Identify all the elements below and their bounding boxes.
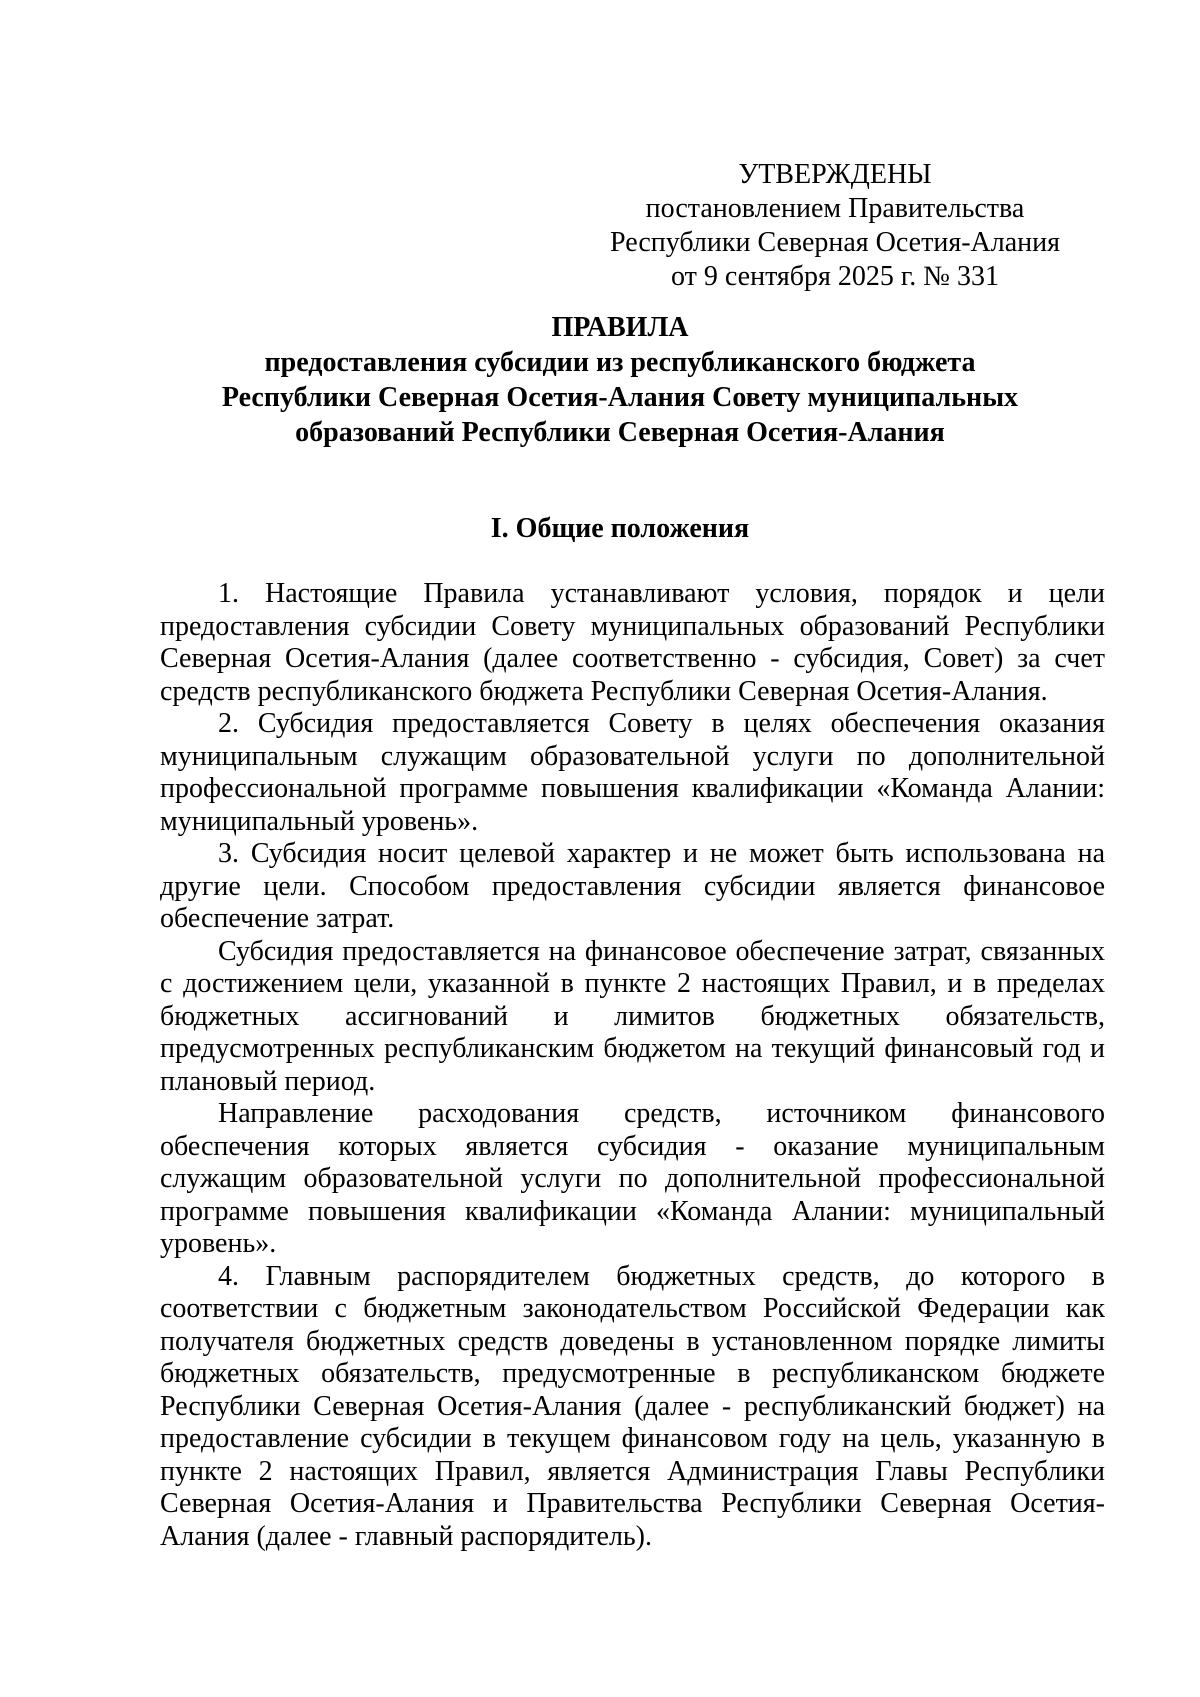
document-title bbox=[160, 310, 1080, 450]
paragraph-4: 4. Главным распорядителем бюджетных средств, до которого в соответствии с бюджетным законодательством Российской Федерации как получателя бюджетных средств доведены в установленном порядке лимиты бюджетных обязательств, предусмотренные в республиканском бюджете Республики Северная Осетия-Алания (далее - республиканский бюджет) на предоставление субсидии в текущем финансовом году на цель, указанную в пункте 2 настоящих Правил, является Администрация Главы Республики Северная Осетия-Алания и Правительства Республики Северная Осетия-Алания (далее - главный распорядитель). bbox=[160, 1260, 1105, 1552]
title-line-2: Республики Северная Осетия-Алания Совету муниципальных bbox=[221, 382, 1019, 413]
paragraph-3-direction: Направление расходования средств, источником финансового обеспечения которых является субсидия - оказание муниципальным служащим образовательной услуги по дополнительной профессиональной программе повышения квалификации «Команда Алании: муниципальный уровень». bbox=[160, 1098, 1105, 1259]
paragraph-3-financing: Субсидия предоставляется на финансовое обеспечение затрат, связанных с достижением цели, указанной в пункте 2 настоящих Правил, и в пределах бюджетных ассигнований и лимитов бюджетных обязательств, предусмотренных республиканским бюджетом на текущий финансовый год и плановый период. bbox=[160, 935, 1105, 1097]
approval-line-date-number: от 9 сентября 2025 г. № 331 bbox=[671, 261, 999, 292]
paragraph-1: 1. Настоящие Правила устанавливают условия, порядок и цели предоставления субсидии Совету муниципальных образований Республики Северная Осетия-Алания (далее соответственно - субсидия, Совет) за счет средств республиканского бюджета Республики Северная Осетия-Алания. bbox=[160, 578, 1105, 707]
approval-stamp-block bbox=[600, 158, 1070, 294]
section-heading-general-provisions: I. Общие положения bbox=[490, 513, 750, 544]
title-heading: ПРАВИЛА bbox=[551, 312, 689, 343]
approval-line-resolution: постановлением Правительства bbox=[645, 193, 1025, 224]
approval-line-republic: Республики Северная Осетия-Алания bbox=[610, 227, 1060, 258]
title-line-1: предоставления субсидии из республиканского бюджета bbox=[264, 347, 976, 378]
paragraph-2: 2. Субсидия предоставляется Совету в целях обеспечения оказания муниципальным служащим образовательной услуги по дополнительной профессиональной программе повышения квалификации «Команда Алании: муниципальный уровень». bbox=[160, 708, 1105, 837]
paragraph-3: 3. Субсидия носит целевой характер и не может быть использована на другие цели. Способом предоставления субсидии является финансовое обеспечение затрат. bbox=[160, 838, 1105, 934]
approval-line-approved: УТВЕРЖДЕНЫ bbox=[738, 159, 932, 190]
title-line-3: образований Республики Северная Осетия-Алания bbox=[295, 417, 945, 448]
section-body bbox=[160, 578, 1105, 1553]
